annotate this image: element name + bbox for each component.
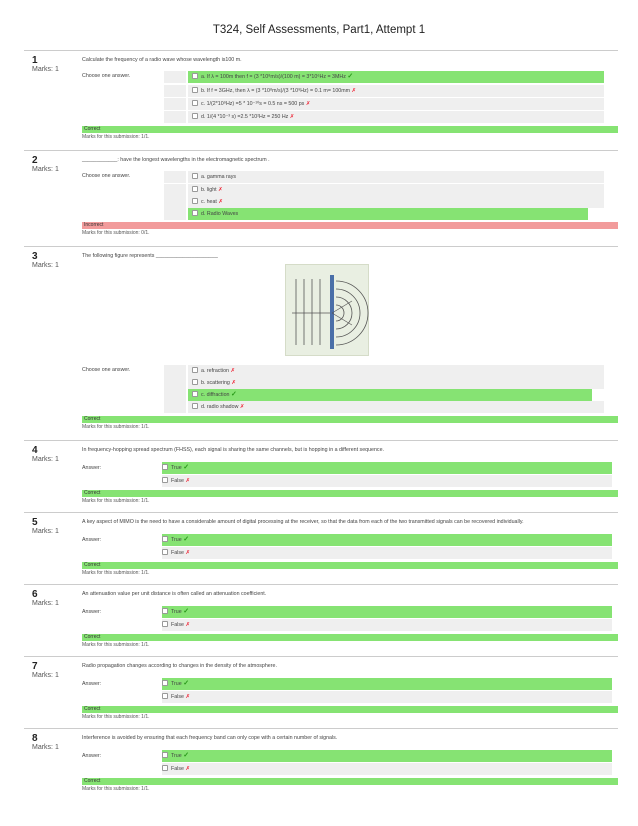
marks-label: Marks: 1: [32, 672, 59, 679]
answer-option-true[interactable]: True ✓: [162, 462, 612, 474]
question-text: Interference is avoided by ensuring that each frequency band can only cope with a certain number of signals.: [82, 735, 338, 741]
answer-option-false[interactable]: False ✗: [162, 691, 612, 703]
radio-button[interactable]: [192, 210, 198, 216]
radio-button[interactable]: [162, 621, 168, 627]
answer-option[interactable]: b. If f = 3GHz, then λ = (3 *10⁸m/s)/(3 *10⁹Hz) = 0.1 m= 100mm ✗: [164, 85, 604, 97]
question-text: An attenuation value per unit distance is often called an attenuation coefficient.: [82, 591, 267, 597]
question-text: A key aspect of MIMO is the need to have a considerable amount of digital processing at the receiver, so that the data from each of the two transmitted signals can be recovered individually.: [82, 519, 524, 525]
marks-label: Marks: 1: [32, 456, 59, 463]
status-correct: Correct: [82, 562, 618, 569]
status-correct: Correct: [82, 126, 618, 133]
radio-button[interactable]: [162, 464, 168, 470]
answer-option-false[interactable]: False ✗: [162, 547, 612, 559]
check-icon: ✓: [183, 536, 190, 543]
marks-label: Marks: 1: [32, 744, 59, 751]
marks-submission: Marks for this submission: 1/1.: [82, 498, 150, 504]
check-icon: ✓: [183, 608, 190, 615]
answer-option-false[interactable]: False ✗: [162, 619, 612, 631]
cross-icon: ✗: [185, 478, 191, 484]
question-number: 7: [32, 661, 38, 672]
answer-label: Answer:: [82, 465, 102, 471]
answer-option[interactable]: c. 1/(2*10⁹Hz) =5 * 10⁻¹⁰s = 0.5 ns = 500 ps ✗: [164, 98, 604, 110]
marks-submission: Marks for this submission: 1/1.: [82, 570, 150, 576]
marks-label: Marks: 1: [32, 262, 59, 269]
question-text: Radio propagation changes according to changes in the density of the atmosphere.: [82, 663, 277, 669]
status-correct: Correct: [82, 778, 618, 785]
radio-button[interactable]: [192, 100, 198, 106]
answer-option[interactable]: c. diffraction ✓: [164, 389, 592, 401]
question-1: [24, 50, 618, 144]
question-number: 4: [32, 445, 38, 456]
question-text: In frequency-hopping spread spectrum (FHSS), each signal is sharing the same channels, but is hopping in a different sequence.: [82, 447, 385, 453]
answer-label: Answer:: [82, 681, 102, 687]
cross-icon: ✗: [185, 550, 191, 556]
check-icon: ✓: [183, 752, 190, 759]
answer-option[interactable]: a. refraction ✗: [164, 365, 604, 377]
radio-button[interactable]: [162, 765, 168, 771]
question-info: [32, 662, 59, 680]
choose-label: Choose one answer.: [82, 173, 131, 179]
question-7: [24, 656, 618, 722]
radio-button[interactable]: [192, 186, 198, 192]
radio-button[interactable]: [192, 391, 198, 397]
marks-submission: Marks for this submission: 1/1.: [82, 134, 150, 140]
marks-submission: Marks for this submission: 1/1.: [82, 642, 150, 648]
question-info: [32, 156, 59, 174]
radio-button[interactable]: [192, 87, 198, 93]
question-number: 6: [32, 589, 38, 600]
question-8: [24, 728, 618, 796]
question-info: [32, 734, 59, 752]
question-number: 8: [32, 733, 38, 744]
question-text: ____________: have the longest wavelengths in the electromagnetic spectrum .: [82, 157, 270, 163]
question-info: [32, 446, 59, 464]
question-text: Calculate the frequency of a radio wave whose wavelength is100 m.: [82, 57, 242, 63]
cross-icon: ✗: [185, 694, 191, 700]
answer-option[interactable]: b. scattering ✗: [164, 377, 604, 389]
cross-icon: ✗: [289, 114, 295, 120]
radio-button[interactable]: [192, 113, 198, 119]
radio-button[interactable]: [162, 477, 168, 483]
check-icon: ✓: [183, 464, 190, 471]
marks-submission: Marks for this submission: 1/1.: [82, 424, 150, 430]
question-info: [32, 590, 59, 608]
answer-option[interactable]: b. light ✗: [164, 184, 604, 196]
answer-option-true[interactable]: True ✓: [162, 534, 612, 546]
check-icon: ✓: [347, 73, 354, 80]
answer-option[interactable]: c. heat ✗: [164, 196, 604, 208]
question-info: [32, 518, 59, 536]
answer-option-false[interactable]: False ✗: [162, 763, 612, 775]
answer-option-true[interactable]: True ✓: [162, 750, 612, 762]
answer-option[interactable]: d. Radio Waves: [164, 208, 588, 220]
radio-button[interactable]: [162, 752, 168, 758]
radio-button[interactable]: [192, 73, 198, 79]
question-number: 3: [32, 251, 38, 262]
answer-option-true[interactable]: True ✓: [162, 678, 612, 690]
answer-option[interactable]: d. 1/(4 *10⁻³ s) =2.5 *10²Hz = 250 Hz ✗: [164, 111, 604, 123]
question-info: [32, 56, 59, 74]
diffraction-figure: [285, 264, 369, 356]
question-text: The following figure represents _____________________: [82, 253, 218, 259]
wave-diagram: [286, 265, 370, 357]
radio-button[interactable]: [162, 536, 168, 542]
choose-label: Choose one answer.: [82, 367, 131, 373]
cross-icon: ✗: [218, 199, 223, 205]
cross-icon: ✗: [231, 380, 236, 386]
radio-button[interactable]: [192, 379, 198, 385]
marks-label: Marks: 1: [32, 528, 59, 535]
cross-icon: ✗: [305, 101, 311, 107]
radio-button[interactable]: [162, 693, 168, 699]
answer-label: Answer:: [82, 537, 102, 543]
choose-label: Choose one answer.: [82, 73, 131, 79]
answer-option-false[interactable]: False ✗: [162, 475, 612, 487]
question-number: 5: [32, 517, 38, 528]
cross-icon: ✗: [185, 766, 191, 772]
cross-icon: ✗: [230, 368, 236, 374]
question-number: 2: [32, 155, 38, 166]
radio-button[interactable]: [192, 173, 198, 179]
cross-icon: ✗: [185, 622, 191, 628]
marks-submission: Marks for this submission: 1/1.: [82, 714, 150, 720]
radio-button[interactable]: [192, 367, 198, 373]
radio-button[interactable]: [162, 680, 168, 686]
answer-option[interactable]: a. If λ = 100m then f = (3 *10⁸m/s)/(100 m) = 3*10⁶Hz = 3MHz ✓: [164, 71, 604, 83]
status-correct: Correct: [82, 416, 618, 423]
question-4: [24, 440, 618, 506]
answer-option[interactable]: d. radio shadow ✗: [164, 401, 604, 413]
radio-button[interactable]: [192, 403, 198, 409]
radio-button[interactable]: [192, 198, 198, 204]
radio-button[interactable]: [162, 549, 168, 555]
question-2: [24, 150, 618, 240]
question-info: [32, 252, 59, 270]
question-number: 1: [32, 55, 38, 66]
answer-option-true[interactable]: True ✓: [162, 606, 612, 618]
marks-submission: Marks for this submission: 1/1.: [82, 786, 150, 792]
answer-label: Answer:: [82, 609, 102, 615]
check-icon: ✓: [183, 680, 190, 687]
cross-icon: ✗: [218, 187, 223, 193]
status-correct: Correct: [82, 706, 618, 713]
page-title: T324, Self Assessments, Part1, Attempt 1: [212, 24, 426, 36]
cross-icon: ✗: [239, 404, 245, 410]
answer-label: Answer:: [82, 753, 102, 759]
radio-button[interactable]: [162, 608, 168, 614]
question-5: [24, 512, 618, 578]
cross-icon: ✗: [351, 88, 357, 94]
question-6: [24, 584, 618, 650]
marks-label: Marks: 1: [32, 600, 59, 607]
status-incorrect: Incorrect: [82, 222, 618, 229]
status-correct: Correct: [82, 634, 618, 641]
check-icon: ✓: [230, 391, 237, 398]
answer-option[interactable]: a. gamma rays: [164, 171, 604, 183]
marks-submission: Marks for this submission: 0/1.: [82, 230, 150, 236]
marks-label: Marks: 1: [32, 166, 59, 173]
marks-label: Marks: 1: [32, 66, 59, 73]
status-correct: Correct: [82, 490, 618, 497]
